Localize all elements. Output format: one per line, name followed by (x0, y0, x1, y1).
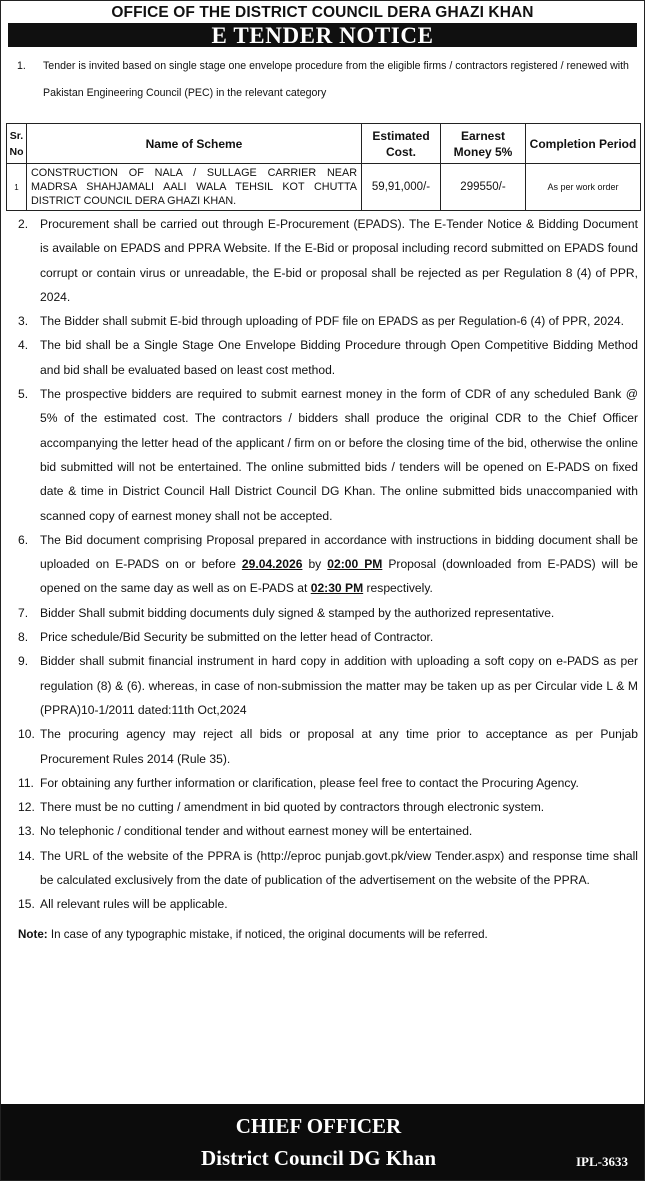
item-number: 14. (18, 848, 35, 863)
cell-scheme-name: CONSTRUCTION OF NALA / SULLAGE CARRIER NEAR MADRSA SHAHJAMALI AALI WALA TEHSIL KOT CHUTTA DISTRICT COUNCIL DERA GHAZI KHAN. (27, 164, 362, 211)
bid-opening-suffix: respectively. (366, 581, 433, 596)
list-item (1, 528, 644, 601)
list-item (1, 382, 644, 528)
ipl-reference: IPL-3633 (576, 1154, 628, 1169)
list-item (1, 333, 644, 382)
item-text: The URL of the website of the PPRA is (http://eproc punjab.govt.pk/view Tender.aspx) and response time shall be calculated exclusively from the date of publication of the advertisement on the website of the PPRA. (40, 848, 638, 888)
scheme-table (6, 123, 641, 211)
table-header-row (7, 124, 641, 164)
item-text: The procuring agency may reject all bids or proposal at any time prior to acceptance as per Punjab Procurement Rules 2014 (Rule 35). (40, 727, 638, 766)
item-number: 8. (18, 630, 29, 645)
item-text: All relevant rules will be applicable. (40, 897, 228, 912)
list-item (1, 795, 644, 819)
note (1, 923, 644, 947)
item-text: No telephonic / conditional tender and without earnest money will be entertained. (40, 824, 473, 839)
cell-estimated-cost: 59,91,000/- (362, 164, 441, 211)
list-item (1, 212, 644, 309)
item-1 (1, 47, 644, 113)
item-number: 5. (18, 387, 29, 402)
bid-opening-text: Proposal (downloaded from E-PADS) will be opened on the same day as well as on E-PADS at (40, 557, 638, 596)
item-text: Price schedule/Bid Security be submitted on the letter head of Contractor. (40, 630, 434, 645)
item-number: 4. (18, 338, 29, 353)
list-item (1, 819, 644, 843)
list-item (1, 892, 644, 916)
list-item (1, 625, 644, 649)
item-text: The prospective bidders are required to submit earnest money in the form of CDR of any scheduled Bank @ 5% of the estimated cost. The contractors / bidders shall produce the original CDR to the Chief Officer accompanying the letter head of the applicant / firm on or before the closing time of the bid, otherwise the online bid submitted will not be entertained. The online submitted bids / tenders will be opened on E-PADS on fixed date & time in District Council Hall District Council DG Khan. The online submitted bids unaccompanied with scanned copy of earnest money shall not be accepted. (40, 387, 638, 523)
item-text: For obtaining any further information or clarification, please feel free to contact the Procuring Agency. (40, 775, 579, 790)
item-number: 13. (18, 824, 35, 839)
list-item (1, 844, 644, 893)
office-title: OFFICE OF THE DISTRICT COUNCIL DERA GHAZI KHAN (111, 4, 534, 21)
col-header-cost: Estimated Cost. (362, 124, 441, 164)
item-number: 7. (18, 605, 29, 620)
bid-deadline-date: 29.04.2026 (241, 557, 303, 572)
item-number: 15. (18, 897, 35, 912)
item-text (40, 528, 644, 601)
item-number: 10. (18, 727, 35, 742)
item-text: Tender is invited based on single stage one envelope procedure from the eligible firms / contractors registered / renewed with Pakistan Engineering Council (PEC) in the relevant category (43, 60, 629, 99)
list-item (1, 649, 644, 722)
item-text: The Bidder shall submit E-bid through uploading of PDF file on EPADS as per Regulation-6 (4) of PPR, 2024. (40, 314, 624, 329)
item-number: 2. (18, 217, 29, 231)
item-number: 9. (18, 654, 29, 669)
col-header-sr: Sr. No (7, 124, 27, 164)
bid-deadline-time: 02:00 PM (327, 557, 383, 572)
cell-sr: 1 (7, 164, 27, 211)
signatory-title: CHIEF OFFICER (235, 1114, 402, 1138)
cell-earnest-money: 299550/- (441, 164, 526, 211)
table-row (7, 164, 641, 211)
item-text: There must be no cutting / amendment in bid quoted by contractors through electronic system. (40, 800, 545, 815)
col-header-earnest: Earnest Money 5% (441, 124, 526, 164)
item-number: 1. (17, 60, 26, 72)
item-number: 12. (18, 800, 35, 815)
signatory-office: District Council DG Khan (200, 1146, 437, 1170)
list-item (1, 601, 644, 625)
notice-title-banner: E TENDER NOTICE (8, 23, 637, 47)
note-text: In case of any typographic mistake, if noticed, the original documents will be referred. (50, 927, 488, 941)
item-text: Bidder shall submit financial instrument in hard copy in addition with uploading a soft copy on e-PADS as per regulation (8) & (6). whereas, in case of non-submission the matter may be taken up as per Circular vide L & M (PPRA)10-1/2011 dated:11th Oct,2024 (40, 654, 638, 717)
bid-deadline-text: The Bid document comprising Proposal prepared in accordance with instructions in bidding document shall be uploaded on E-PADS on or before (40, 532, 638, 572)
list-item (1, 771, 644, 795)
item-text: The bid shall be a Single Stage One Envelope Bidding Procedure through Open Competitive Bidding Method and bid shall be evaluated based on least cost method. (40, 338, 638, 377)
bid-deadline-by: by (308, 557, 322, 572)
item-text: Procurement shall be carried out through E-Procurement (EPADS). The E-Tender Notice & Bidding Document is available on EPADS and PPRA Website. If the E-Bid or proposal including record submitted on EPADS found corrupt or contain virus or unreadable, the E-bid or proposal shall be rejected as per Regulation 8 (4) of PPR, 2024. (40, 217, 638, 304)
col-header-scheme: Name of Scheme (27, 124, 362, 164)
note-label: Note: (18, 927, 48, 941)
terms-list (1, 212, 644, 917)
signature-footer (1, 1104, 644, 1180)
list-item (1, 309, 644, 333)
list-item (1, 722, 644, 771)
cell-completion-period: As per work order (526, 164, 641, 211)
bid-opening-time: 02:30 PM (310, 581, 364, 596)
col-header-period: Completion Period (526, 124, 641, 164)
item-text: Bidder Shall submit bidding documents duly signed & stamped by the authorized representative. (40, 605, 555, 620)
item-number: 11. (18, 775, 34, 790)
item-number: 6. (18, 532, 29, 547)
item-number: 3. (18, 314, 29, 329)
